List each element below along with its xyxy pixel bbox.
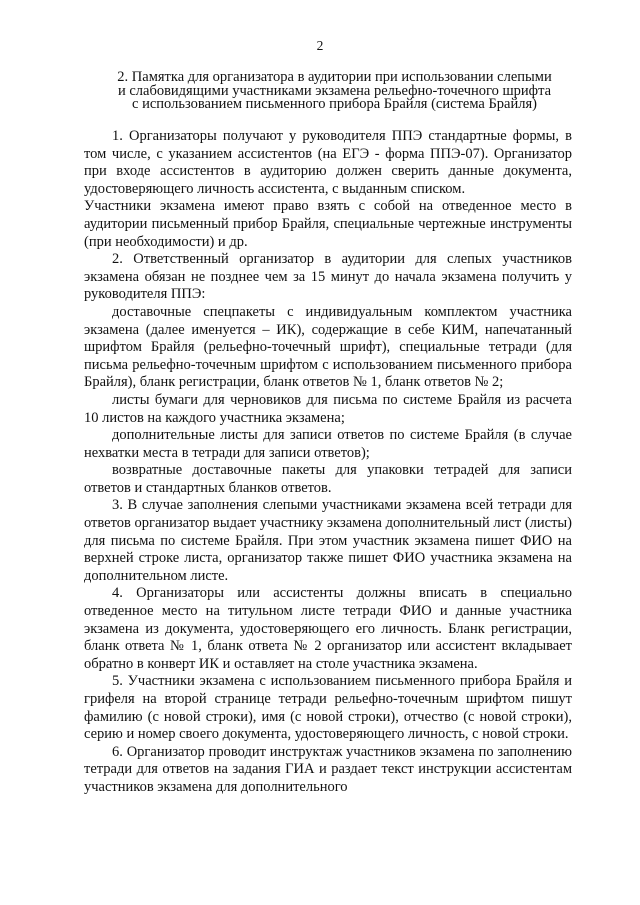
paragraph-1: 1. Организаторы получают у руководителя ППЭ стандартные формы, в том числе, с указанием ассистентов (на ЕГЭ - форма ППЭ-07). Организатор при входе ассистентов в аудиторию должен сверить данные документа, удостоверяющего личность ассистента, с выданным списком. (84, 128, 572, 197)
heading-line: и слабовидящими участниками экзамена рельефно-точечного шрифта (117, 82, 552, 99)
document-body (84, 128, 572, 797)
paragraph-10: 5. Участники экзамена с использованием письменного прибора Брайля и грифеля на второй странице тетради рельефно-точечным шрифтом пишут фамилию (с новой строки), имя (с новой строки), отчество (с новой строки), серию и номер своего документа, удостоверяющего личность, с новой строки. (84, 673, 572, 743)
paragraph-3: 2. Ответственный организатор в аудитории для слепых участников экзамена обязан не позднее чем за 15 минут до начала экзамена получить у руководителя ППЭ: (84, 251, 572, 303)
section-heading (92, 71, 577, 112)
paragraph-5: листы бумаги для черновиков для письма по системе Брайля из расчета 10 листов на каждого участника экзамена; (84, 391, 572, 426)
heading-line: 2. Памятка для организатора в аудитории при использовании слепыми (117, 69, 552, 85)
paragraph-8: 3. В случае заполнения слепыми участниками экзамена всей тетради для ответов организатор выдает участнику экзамена дополнительный лист (листы) для письма по системе Брайля. При этом участник экзамена пишет ФИО на верхней строке листа, организатор также пишет ФИО участника экзамена на дополнительном листе. (84, 497, 572, 584)
page-number: 2 (316, 38, 324, 53)
paragraph-11: 6. Организатор проводит инструктаж участников экзамена по заполнению тетради для ответов на задания ГИА и раздает текст инструкции ассистентам участников экзамена для дополнительного (84, 743, 572, 795)
paragraph-7: возвратные доставочные пакеты для упаковки тетрадей для записи ответов и стандартных бланков ответов. (84, 462, 572, 496)
paragraph-2: Участники экзамена имеют право взять с собой на отведенное место в аудитории письменный прибор Брайля, специальные чертежные инструменты (при необходимости) и др. (84, 198, 572, 250)
paragraph-6: дополнительные листы для записи ответов по системе Брайля (в случае нехватки места в тетради для записи ответов); (84, 427, 572, 461)
paragraph-9: 4. Организаторы или ассистенты должны вписать в специально отведенное место на титульном листе тетради ФИО и данные участника экзамена из документа, удостоверяющего его личность. Бланк регистрации, бланк ответа № 1, бланк ответа № 2 организатор или ассистент вкладывает обратно в конверт ИК и оставляет на столе участника экзамена. (84, 585, 572, 672)
paragraph-4: доставочные спецпакеты с индивидуальным комплектом участника экзамена (далее именуется – ИК), содержащие в себе КИМ, напечатанный шрифтом Брайля (рельефно-точечный шрифт), специальные тетради (для письма рельефно-точечным шрифтом с использованием письменного прибора Брайля), бланк регистрации, бланк ответов № 1, бланк ответов № 2; (84, 303, 572, 391)
heading-line: с использованием письменного прибора Брайля (система Брайля) (132, 96, 537, 112)
